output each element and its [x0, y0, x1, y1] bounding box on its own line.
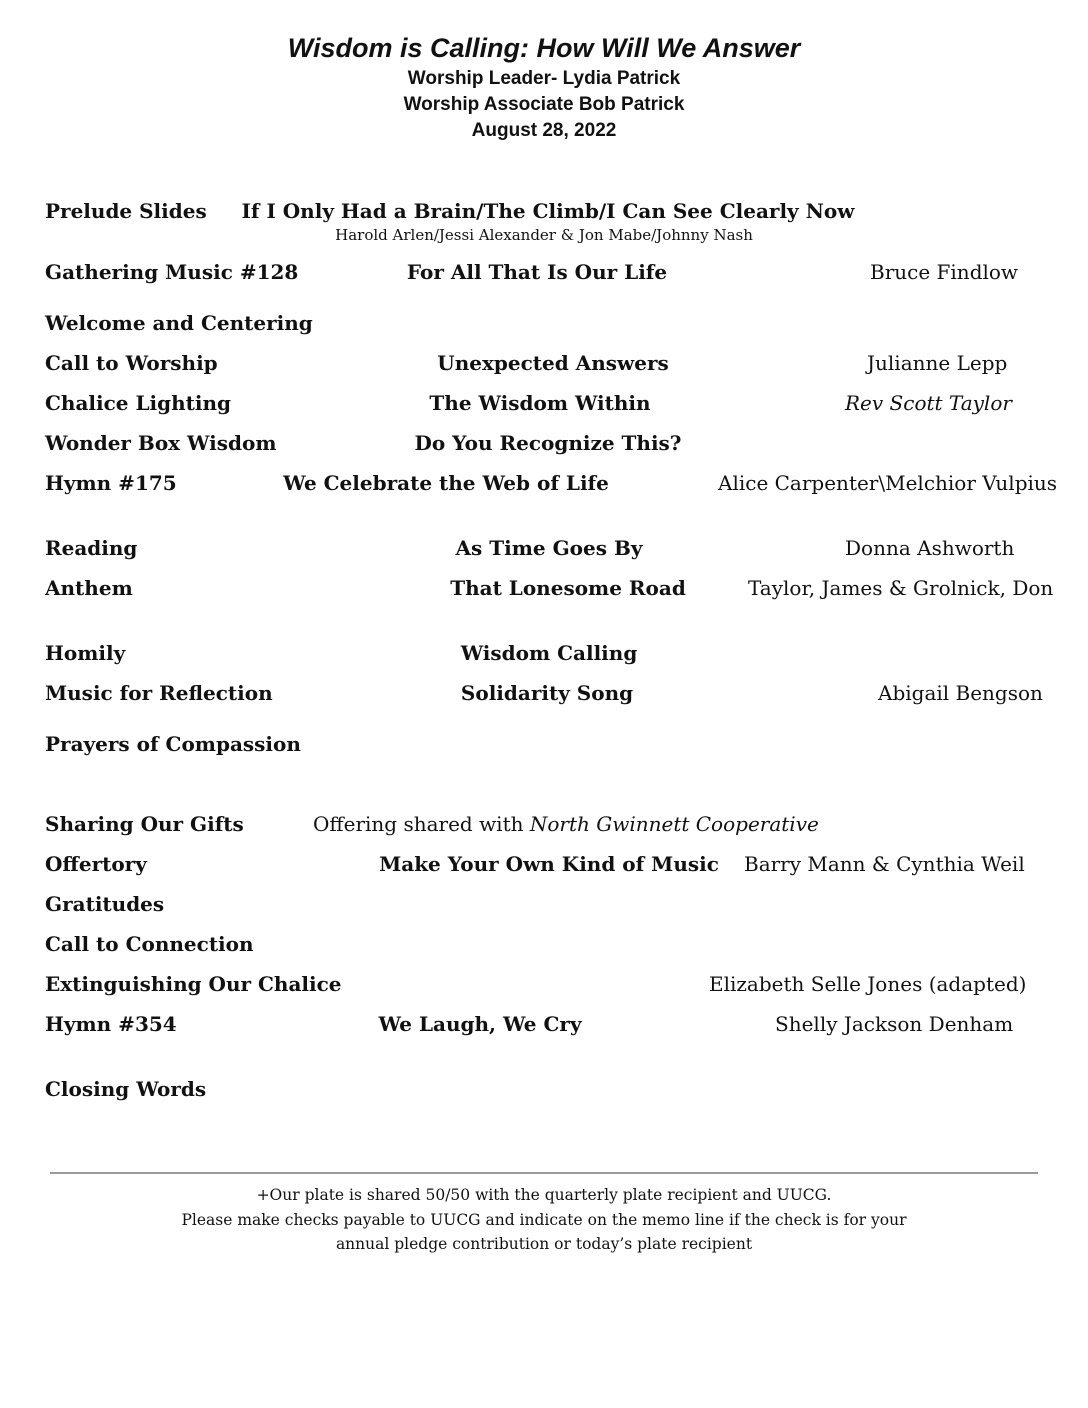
offering-text: Offering shared with	[313, 812, 530, 836]
item-label: Offertory	[45, 852, 147, 876]
item-title: For All That Is Our Life	[406, 260, 668, 284]
order-item-homily	[0, 638, 1088, 668]
item-label: Call to Worship	[45, 351, 218, 375]
item-credit: Alice Carpenter\Melchior Vulpius	[718, 471, 1058, 495]
item-title: As Time Goes By	[455, 536, 643, 560]
item-credit: Rev Scott Taylor	[845, 391, 1012, 415]
item-label: Reading	[45, 536, 138, 560]
footer-divider	[50, 1172, 1038, 1174]
item-label: Wonder Box Wisdom	[45, 431, 277, 455]
bulletin-header	[0, 30, 1088, 144]
order-item-music-for-reflection	[0, 678, 1088, 708]
item-label: Anthem	[45, 576, 133, 600]
order-item-anthem	[0, 573, 1088, 603]
order-item-prayers	[0, 729, 1088, 759]
order-item-offertory	[0, 849, 1088, 879]
offering-note	[313, 809, 819, 839]
worship-leader: Worship Leader- Lydia Patrick	[407, 68, 681, 89]
item-title: Solidarity Song	[460, 681, 634, 705]
footer-line: +Our plate is shared 50/50 with the quarterly plate recipient and UUCG.	[256, 1186, 832, 1204]
item-label: Music for Reflection	[45, 681, 273, 705]
item-title: Wisdom Calling	[460, 641, 638, 665]
order-item-extinguishing	[0, 969, 1088, 999]
order-item-wonder-box	[0, 428, 1088, 458]
item-credit: Donna Ashworth	[845, 536, 1015, 560]
order-item-gratitudes	[0, 889, 1088, 919]
item-label: Gratitudes	[45, 892, 165, 916]
order-item-call-to-worship	[0, 348, 1088, 378]
item-credit: Taylor, James & Grolnick, Don	[748, 576, 1054, 600]
item-label: Gathering Music #128	[45, 260, 299, 284]
order-item-hymn-354	[0, 1009, 1088, 1039]
item-title: If I Only Had a Brain/The Climb/I Can See Clearly Now	[241, 199, 855, 223]
item-label: Welcome and Centering	[45, 311, 313, 335]
item-title: Make Your Own Kind of Music	[379, 852, 719, 876]
service-date: August 28, 2022	[471, 120, 617, 141]
item-credit: Julianne Lepp	[867, 351, 1008, 375]
order-item-sharing-gifts	[0, 809, 1088, 839]
prelude-credit: Harold Arlen/Jessi Alexander & Jon Mabe/Johnny Nash	[335, 226, 753, 244]
item-credit: Barry Mann & Cynthia Weil	[744, 852, 1025, 876]
item-label: Prayers of Compassion	[45, 732, 301, 756]
item-label: Closing Words	[45, 1077, 207, 1101]
item-title: Do You Recognize This?	[414, 431, 682, 455]
item-label: Hymn #175	[45, 471, 177, 495]
item-credit: Shelly Jackson Denham	[775, 1012, 1014, 1036]
item-credit: Bruce Findlow	[870, 260, 1019, 284]
order-item-hymn-175	[0, 468, 1088, 498]
item-title: The Wisdom Within	[429, 391, 651, 415]
item-credit: Elizabeth Selle Jones (adapted)	[709, 972, 1027, 996]
order-item-call-to-connection	[0, 929, 1088, 959]
order-item-chalice-lighting	[0, 388, 1088, 418]
item-label: Prelude Slides	[45, 199, 207, 223]
item-label: Chalice Lighting	[45, 391, 232, 415]
item-title: We Laugh, We Cry	[378, 1012, 582, 1036]
item-label: Homily	[45, 641, 126, 665]
order-item-gathering	[0, 257, 1088, 287]
item-title: That Lonesome Road	[450, 576, 686, 600]
item-label: Hymn #354	[45, 1012, 177, 1036]
item-label: Sharing Our Gifts	[45, 812, 244, 836]
order-item-welcome	[0, 308, 1088, 338]
worship-associate: Worship Associate Bob Patrick	[403, 94, 685, 115]
order-item-prelude	[0, 196, 1088, 226]
item-title: We Celebrate the Web of Life	[283, 471, 609, 495]
footer-line: Please make checks payable to UUCG and indicate on the memo line if the check is for your	[181, 1210, 907, 1229]
order-item-closing-words	[0, 1074, 1088, 1104]
item-title: Unexpected Answers	[437, 351, 669, 375]
order-item-reading	[0, 533, 1088, 563]
item-credit: Abigail Bengson	[878, 681, 1043, 705]
item-label: Extinguishing Our Chalice	[45, 972, 342, 996]
service-title: Wisdom is Calling: How Will We Answer	[287, 33, 801, 63]
offering-organization: North Gwinnett Cooperative	[529, 812, 819, 836]
footer-note	[0, 1183, 1088, 1257]
item-label: Call to Connection	[45, 932, 254, 956]
footer-line: annual pledge contribution or today’s plate recipient	[335, 1235, 753, 1253]
